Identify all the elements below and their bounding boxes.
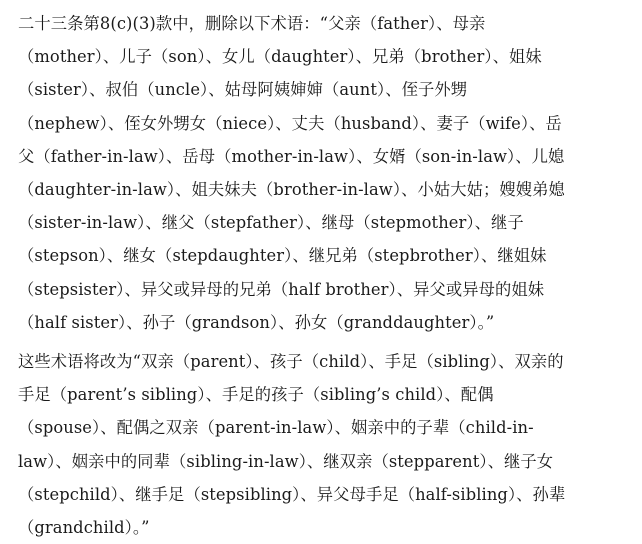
text-line: （mother）、儿子（son）、女儿（daughter）、兄弟（brother）、姐妹 (18, 47, 542, 67)
text-line: （stepsister）、异父或异母的兄弟（half brother）、异父或异母的姐妹 (18, 279, 545, 299)
text-line: （sister）、叔伯（uncle）、姑母阿姨婶婶（aunt）、侄子外甥 (18, 80, 468, 100)
text-line: （daughter-in-law）、姐夫妹夫（brother-in-law）、小姑大姑；嫂嫂弟媳 (18, 180, 565, 200)
text-line: （sister-in-law）、继父（stepfather）、继母（stepmother）、继子 (18, 213, 524, 233)
text-line: （stepson）、继女（stepdaughter）、继兄弟（stepbrother）、继姐妹 (18, 246, 547, 266)
paragraph-deleted-terms (18, 7, 628, 339)
text-line: （stepchild）、继手足（stepsibling）、异父母手足（half-sibling）、孙辈 (18, 484, 566, 504)
text-line: （grandchild）。” (18, 518, 150, 538)
text-line: law）、姻亲中的同辈（sibling-in-law）、继双亲（stepparent）、继子女 (18, 451, 554, 471)
text-line: （half sister）、孙子（grandson）、孙女（granddaughter）。” (18, 312, 495, 332)
text-line: 手足（parent’s sibling）、手足的孩子（sibling’s child）、配偶 (18, 385, 494, 405)
text-line: 父（father-in-law）、岳母（mother-in-law）、女婿（son-in-law）、儿媳 (18, 146, 565, 166)
text-line: （nephew）、侄女外甥女（niece）、丈夫（husband）、妻子（wife）、岳 (18, 113, 562, 133)
text-line: （spouse）、配偶之双亲（parent-in-law）、姻亲中的子辈（child-in- (18, 418, 534, 438)
document-body (18, 7, 628, 544)
text-line: 这些术语将改为“双亲（parent）、孩子（child）、手足（sibling）、双亲的 (18, 352, 564, 372)
text-line: 二十三条第8(c)(3)款中，删除以下术语：“父亲（father）、母亲 (18, 14, 486, 33)
paragraph-replacement-terms (18, 345, 628, 544)
